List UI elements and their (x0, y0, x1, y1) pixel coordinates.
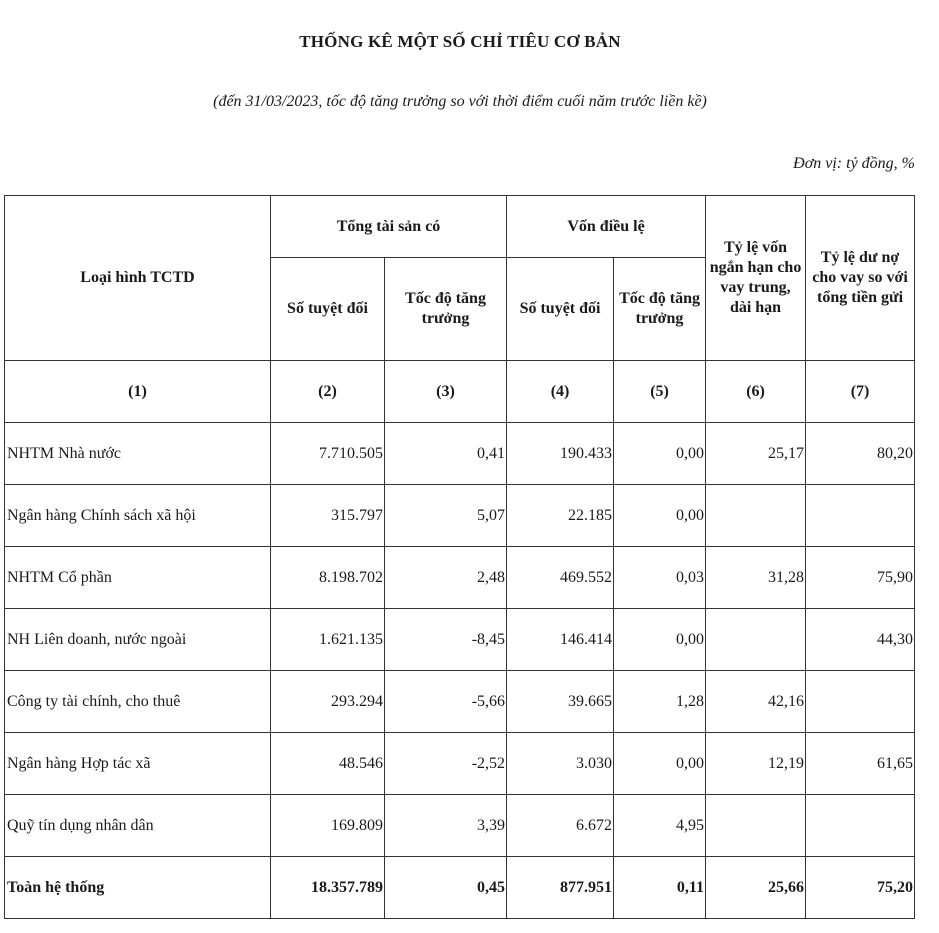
row-name: NHTM Cổ phần (5, 547, 271, 609)
cell-total-assets: 48.546 (271, 733, 385, 795)
cell-capital-growth: 0,00 (614, 609, 706, 671)
header-absolute-capital: Số tuyệt đối (507, 258, 614, 361)
header-growth-capital: Tốc độ tăng trưởng (614, 258, 706, 361)
table-row (5, 609, 915, 671)
cell-total-assets: 1.621.135 (271, 609, 385, 671)
row-name: Quỹ tín dụng nhân dân (5, 795, 271, 857)
cell-short-term-ratio: 25,17 (706, 423, 806, 485)
cell-assets-growth: -2,52 (385, 733, 507, 795)
table-row (5, 423, 915, 485)
cell-total-assets: 8.198.702 (271, 547, 385, 609)
cell-charter-capital: 190.433 (507, 423, 614, 485)
table-row (5, 485, 915, 547)
cell-charter-capital: 3.030 (507, 733, 614, 795)
column-index: (5) (614, 361, 706, 423)
cell-charter-capital: 22.185 (507, 485, 614, 547)
statistics-table (4, 195, 915, 919)
table-row (5, 671, 915, 733)
cell-charter-capital: 39.665 (507, 671, 614, 733)
cell-short-term-ratio (706, 485, 806, 547)
cell-short-term-ratio: 31,28 (706, 547, 806, 609)
cell-assets-growth: 2,48 (385, 547, 507, 609)
cell-loan-deposit-ratio (806, 485, 915, 547)
cell-loan-deposit-ratio: 80,20 (806, 423, 915, 485)
total-assets-growth: 0,45 (385, 857, 507, 919)
total-name: Toàn hệ thống (5, 857, 271, 919)
cell-total-assets: 315.797 (271, 485, 385, 547)
column-index: (1) (5, 361, 271, 423)
header-loan-deposit-ratio: Tỷ lệ dư nợ cho vay so với tổng tiền gửi (806, 196, 915, 361)
cell-charter-capital: 146.414 (507, 609, 614, 671)
document-subtitle: (đến 31/03/2023, tốc độ tăng trưởng so với thời điểm cuối năm trước liền kề) (213, 93, 707, 110)
table-row (5, 795, 915, 857)
header-short-term-ratio: Tỷ lệ vốn ngắn hạn cho vay trung, dài hạn (706, 196, 806, 361)
column-index-row (5, 361, 915, 423)
cell-loan-deposit-ratio (806, 671, 915, 733)
header-charter-capital: Vốn điều lệ (507, 196, 706, 258)
column-index: (2) (271, 361, 385, 423)
row-name: NH Liên doanh, nước ngoài (5, 609, 271, 671)
cell-loan-deposit-ratio: 61,65 (806, 733, 915, 795)
cell-short-term-ratio: 42,16 (706, 671, 806, 733)
row-name: Ngân hàng Chính sách xã hội (5, 485, 271, 547)
cell-charter-capital: 6.672 (507, 795, 614, 857)
cell-short-term-ratio: 12,19 (706, 733, 806, 795)
unit-note: Đơn vị: tỷ đồng, % (793, 155, 915, 172)
header-total-assets: Tổng tài sản có (271, 196, 507, 258)
total-charter-capital: 877.951 (507, 857, 614, 919)
column-index: (7) (806, 361, 915, 423)
cell-loan-deposit-ratio: 75,90 (806, 547, 915, 609)
cell-capital-growth: 0,00 (614, 485, 706, 547)
cell-loan-deposit-ratio (806, 795, 915, 857)
cell-total-assets: 169.809 (271, 795, 385, 857)
cell-capital-growth: 0,00 (614, 733, 706, 795)
total-loan-deposit-ratio: 75,20 (806, 857, 915, 919)
header-growth-assets: Tốc độ tăng trưởng (385, 258, 507, 361)
document-title: THỐNG KÊ MỘT SỐ CHỈ TIÊU CƠ BẢN (299, 32, 621, 51)
row-name: Công ty tài chính, cho thuê (5, 671, 271, 733)
column-index: (6) (706, 361, 806, 423)
cell-assets-growth: 0,41 (385, 423, 507, 485)
cell-short-term-ratio (706, 609, 806, 671)
cell-assets-growth: 3,39 (385, 795, 507, 857)
total-capital-growth: 0,11 (614, 857, 706, 919)
column-index: (4) (507, 361, 614, 423)
total-short-term-ratio: 25,66 (706, 857, 806, 919)
cell-charter-capital: 469.552 (507, 547, 614, 609)
cell-loan-deposit-ratio: 44,30 (806, 609, 915, 671)
table-row (5, 733, 915, 795)
cell-total-assets: 293.294 (271, 671, 385, 733)
cell-capital-growth: 1,28 (614, 671, 706, 733)
cell-assets-growth: -5,66 (385, 671, 507, 733)
header-absolute-assets: Số tuyệt đối (271, 258, 385, 361)
column-index: (3) (385, 361, 507, 423)
row-name: Ngân hàng Hợp tác xã (5, 733, 271, 795)
total-row (5, 857, 915, 919)
cell-short-term-ratio (706, 795, 806, 857)
header-type: Loại hình TCTD (5, 196, 271, 361)
cell-capital-growth: 0,03 (614, 547, 706, 609)
cell-assets-growth: 5,07 (385, 485, 507, 547)
cell-capital-growth: 0,00 (614, 423, 706, 485)
row-name: NHTM Nhà nước (5, 423, 271, 485)
total-assets: 18.357.789 (271, 857, 385, 919)
cell-capital-growth: 4,95 (614, 795, 706, 857)
cell-total-assets: 7.710.505 (271, 423, 385, 485)
cell-assets-growth: -8,45 (385, 609, 507, 671)
table-row (5, 547, 915, 609)
